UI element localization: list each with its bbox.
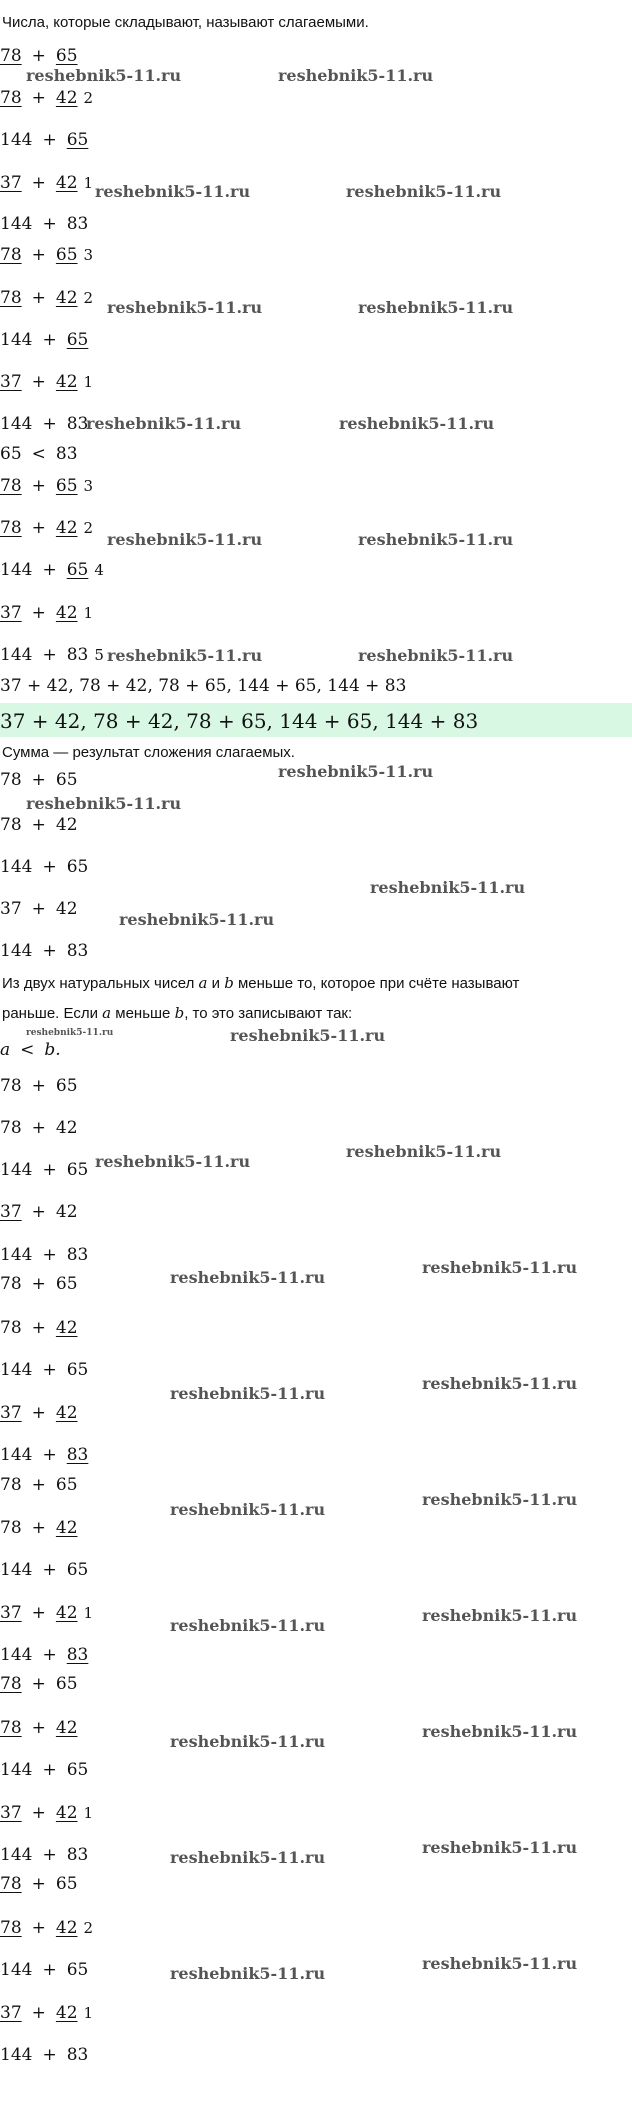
watermark: reshebnik5-11.ru [107, 298, 263, 317]
expression-144-83: 144 + 83 [0, 941, 89, 961]
expression-78-42: 78 + 42 2 [0, 518, 94, 538]
watermark: reshebnik5-11.ru [422, 1606, 578, 1625]
expression-144-83: 144 + 83 [0, 414, 89, 434]
expression-78-42: 78 + 42 [0, 1518, 78, 1538]
watermark: reshebnik5-11.ru [170, 1500, 326, 1519]
expression-144-65: 144 + 65 [0, 1360, 89, 1380]
watermark: reshebnik5-11.ru [422, 1838, 578, 1857]
watermark: reshebnik5-11.ru [278, 762, 434, 781]
watermark: reshebnik5-11.ru [26, 794, 182, 813]
watermark: reshebnik5-11.ru [422, 1374, 578, 1393]
definition-comparison-cont: раньше. Если a меньше b, то это записывают так: [2, 1004, 353, 1022]
watermark: reshebnik5-11.ru [26, 66, 182, 85]
expression-37-42: 37 + 42 [0, 1403, 78, 1423]
expression-37-42: 37 + 42 1 [0, 603, 94, 623]
watermark: reshebnik5-11.ru [95, 1152, 251, 1171]
expression-78-42: 78 + 42 [0, 1318, 78, 1338]
expression-144-83: 144 + 83 [0, 1645, 89, 1665]
answer-highlight [0, 703, 632, 737]
expression-144-83: 144 + 83 5 [0, 645, 104, 665]
expression-78-65: 78 + 65 3 [0, 476, 94, 496]
ordered-list: 37 + 42, 78 + 42, 78 + 65, 144 + 65, 144 + 83 [0, 676, 407, 696]
expression-78-42: 78 + 42 [0, 1118, 78, 1138]
watermark: reshebnik5-11.ru [86, 414, 242, 433]
expression-144-83: 144 + 83 [0, 1245, 89, 1265]
expression-144-65: 144 + 65 [0, 330, 89, 350]
watermark: reshebnik5-11.ru [107, 646, 263, 665]
expression-144-65: 144 + 65 [0, 1560, 89, 1580]
watermark: reshebnik5-11.ru [346, 182, 502, 201]
definition-addends: Числа, которые складывают, называют слагаемыми. [2, 14, 369, 31]
inequality-a-b: a < b. [0, 1040, 61, 1060]
expression-144-65: 144 + 65 [0, 1160, 89, 1180]
definition-sum: Сумма — результат сложения слагаемых. [2, 744, 295, 761]
expression-37-42: 37 + 42 [0, 1202, 78, 1222]
comparison-65-83: 65 < 83 [0, 444, 78, 464]
expression-78-42: 78 + 42 [0, 815, 78, 835]
expression-37-42: 37 + 42 1 [0, 173, 94, 193]
expression-144-83: 144 + 83 [0, 1845, 89, 1865]
watermark: reshebnik5-11.ru [278, 66, 434, 85]
watermark: reshebnik5-11.ru [422, 1490, 578, 1509]
expression-78-65: 78 + 65 [0, 1076, 78, 1096]
watermark: reshebnik5-11.ru [170, 1616, 326, 1635]
expression-144-65: 144 + 65 [0, 1760, 89, 1780]
expression-144-65: 144 + 65 4 [0, 560, 104, 580]
definition-comparison: Из двух натуральных чисел a и b меньше то, которое при счёте называют [2, 974, 520, 992]
watermark: reshebnik5-11.ru [358, 530, 514, 549]
watermark: reshebnik5-11.ru [95, 182, 251, 201]
expression-37-42: 37 + 42 1 [0, 2003, 94, 2023]
watermark: reshebnik5-11.ru [358, 646, 514, 665]
watermark: reshebnik5-11.ru [170, 1268, 326, 1287]
expression-78-65: 78 + 65 [0, 1674, 78, 1694]
expression-78-65: 78 + 65 [0, 46, 78, 66]
expression-37-42: 37 + 42 [0, 899, 78, 919]
expression-144-65: 144 + 65 [0, 130, 89, 150]
expression-144-65: 144 + 65 [0, 1960, 89, 1980]
watermark: reshebnik5-11.ru [339, 414, 495, 433]
expression-78-42: 78 + 42 [0, 1718, 78, 1738]
watermark: reshebnik5-11.ru [119, 910, 275, 929]
expression-78-65: 78 + 65 [0, 1274, 78, 1294]
watermark: reshebnik5-11.ru [230, 1026, 386, 1045]
expression-78-42: 78 + 42 2 [0, 1918, 94, 1938]
watermark-small: reshebnik5-11.ru [26, 1028, 114, 1038]
watermark: reshebnik5-11.ru [346, 1142, 502, 1161]
expression-78-42: 78 + 42 2 [0, 288, 94, 308]
expression-78-65: 78 + 65 [0, 770, 78, 790]
watermark: reshebnik5-11.ru [170, 1384, 326, 1403]
watermark: reshebnik5-11.ru [422, 1954, 578, 1973]
watermark: reshebnik5-11.ru [170, 1964, 326, 1983]
expression-37-42: 37 + 42 1 [0, 1803, 94, 1823]
expression-37-42: 37 + 42 1 [0, 1603, 94, 1623]
answer-line: 37 + 42, 78 + 42, 78 + 65, 144 + 65, 144 + 83 [0, 709, 479, 733]
expression-37-42: 37 + 42 1 [0, 372, 94, 392]
watermark: reshebnik5-11.ru [358, 298, 514, 317]
expression-144-65: 144 + 65 [0, 857, 89, 877]
expression-78-65: 78 + 65 [0, 1475, 78, 1495]
watermark: reshebnik5-11.ru [170, 1848, 326, 1867]
watermark: reshebnik5-11.ru [422, 1722, 578, 1741]
expression-144-83: 144 + 83 [0, 214, 89, 234]
expression-78-65: 78 + 65 [0, 1874, 78, 1894]
watermark: reshebnik5-11.ru [107, 530, 263, 549]
expression-144-83: 144 + 83 [0, 1445, 89, 1465]
watermark: reshebnik5-11.ru [422, 1258, 578, 1277]
expression-78-42: 78 + 42 2 [0, 88, 94, 108]
expression-144-83: 144 + 83 [0, 2045, 89, 2065]
watermark: reshebnik5-11.ru [370, 878, 526, 897]
watermark: reshebnik5-11.ru [170, 1732, 326, 1751]
expression-78-65: 78 + 65 3 [0, 245, 94, 265]
